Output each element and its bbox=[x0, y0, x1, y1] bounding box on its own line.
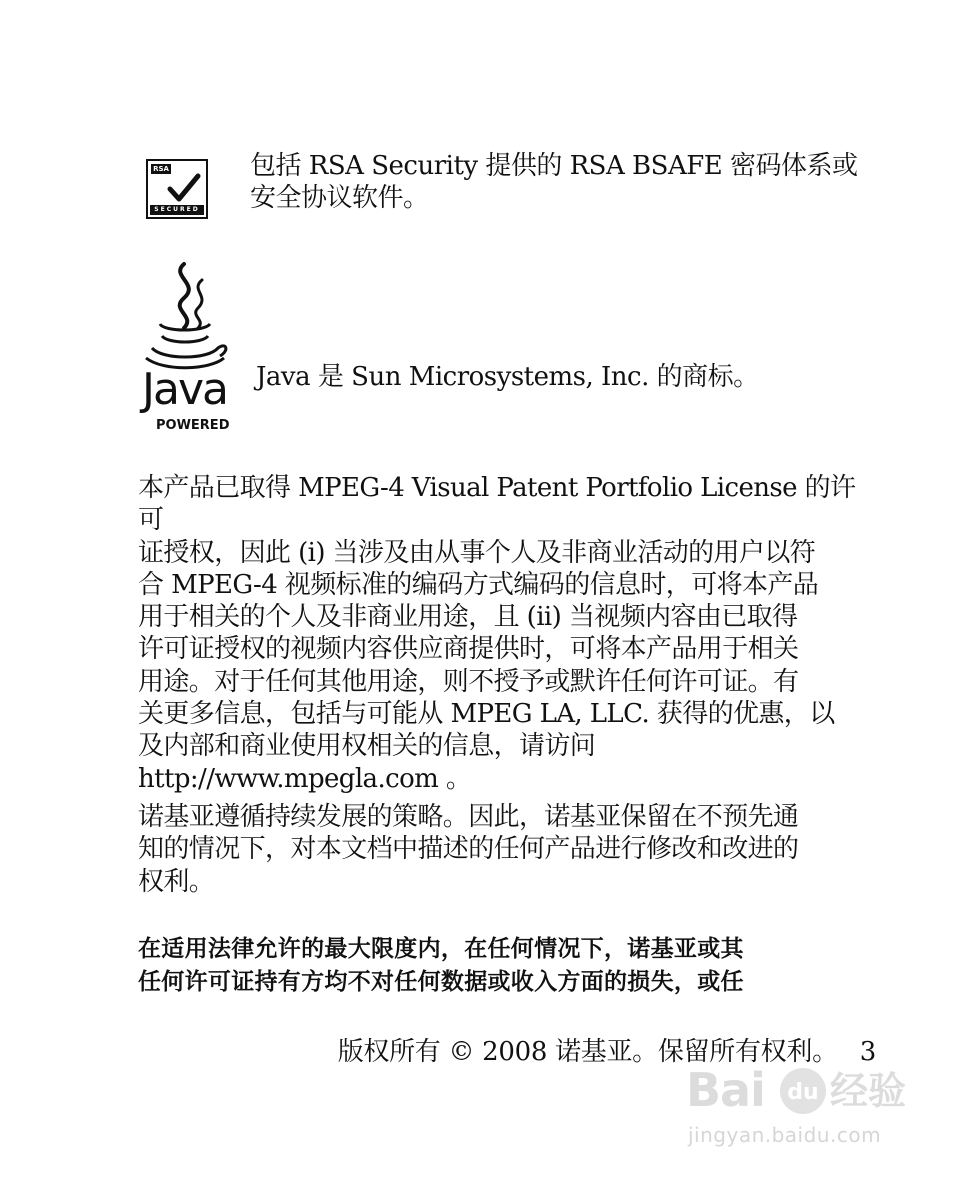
baidu-paw-icon bbox=[778, 1066, 828, 1116]
java-logo-word: Java bbox=[142, 364, 227, 415]
copyright-text: 版权所有 © 2008 诺基亚。保留所有权利。 bbox=[337, 1037, 838, 1067]
watermark-cn: 经验 bbox=[830, 1069, 907, 1113]
paragraph-line: 及内部和商业使用权相关的信息，请访问 bbox=[138, 731, 596, 762]
paragraph-line: 在适用法律允许的最大限度内，在任何情况下，诺基亚或其 bbox=[138, 936, 744, 962]
rsa-line: 安全协议软件。 bbox=[250, 183, 429, 213]
paragraph-line: 用途。对于任何其他用途，则不授予或默许任何许可证。有 bbox=[138, 666, 799, 697]
paragraph-line: 合 MPEG-4 视频标准的编码方式编码的信息时，可将本产品 bbox=[138, 569, 819, 600]
rsa-logo-secured: SECURED bbox=[150, 205, 204, 215]
paragraph-line: 任何许可证持有方均不对任何数据或收入方面的损失，或任 bbox=[138, 969, 744, 995]
java-trademark-notice: Java 是 Sun Microsystems, Inc. 的商标。 bbox=[256, 362, 759, 392]
paragraph-line: 证授权，因此 (i) 当涉及由从事个人及非商业活动的用户以符 bbox=[138, 537, 816, 568]
paragraph-line: 用于相关的个人及非商业用途，且 (ii) 当视频内容由已取得 bbox=[138, 602, 798, 633]
rsa-logo-tag: RSA bbox=[151, 164, 171, 174]
paragraph-line: 诺基亚遵循持续发展的策略。因此，诺基亚保留在不预先通 bbox=[138, 802, 799, 832]
liability-paragraph bbox=[138, 933, 880, 999]
java-logo-powered: POWERED bbox=[156, 418, 230, 433]
checkmark-icon bbox=[166, 173, 202, 205]
paragraph-line: 本产品已取得 MPEG-4 Visual Patent Portfolio License 的许可 bbox=[138, 473, 856, 536]
watermark-word: Bai bbox=[686, 1063, 765, 1117]
paragraph-line: 权利。 bbox=[138, 866, 215, 897]
watermark-paw-text: du bbox=[787, 1080, 819, 1105]
nokia-policy-paragraph bbox=[138, 801, 880, 898]
paragraph-line: 知的情况下，对本文档中描述的任何产品进行修改和改进的 bbox=[138, 834, 799, 865]
watermark-url: jingyan.baidu.com bbox=[688, 1123, 882, 1147]
baidu-jingyan-watermark bbox=[686, 1058, 908, 1158]
paragraph-line: 许可证授权的视频内容供应商提供时，可将本产品用于相关 bbox=[138, 634, 799, 665]
paragraph-line: 关更多信息，包括与可能从 MPEG LA, LLC. 获得的优惠，以 bbox=[138, 699, 835, 730]
rsa-line: 包括 RSA Security 提供的 RSA BSAFE 密码体系或 bbox=[250, 151, 858, 181]
mpegla-link[interactable]: http://www.mpegla.com 。 bbox=[138, 763, 472, 794]
rsa-notice bbox=[250, 150, 890, 214]
page-number: 3 bbox=[859, 1037, 876, 1067]
rsa-secured-logo bbox=[146, 159, 208, 219]
mpeg-license-paragraph bbox=[138, 472, 880, 795]
